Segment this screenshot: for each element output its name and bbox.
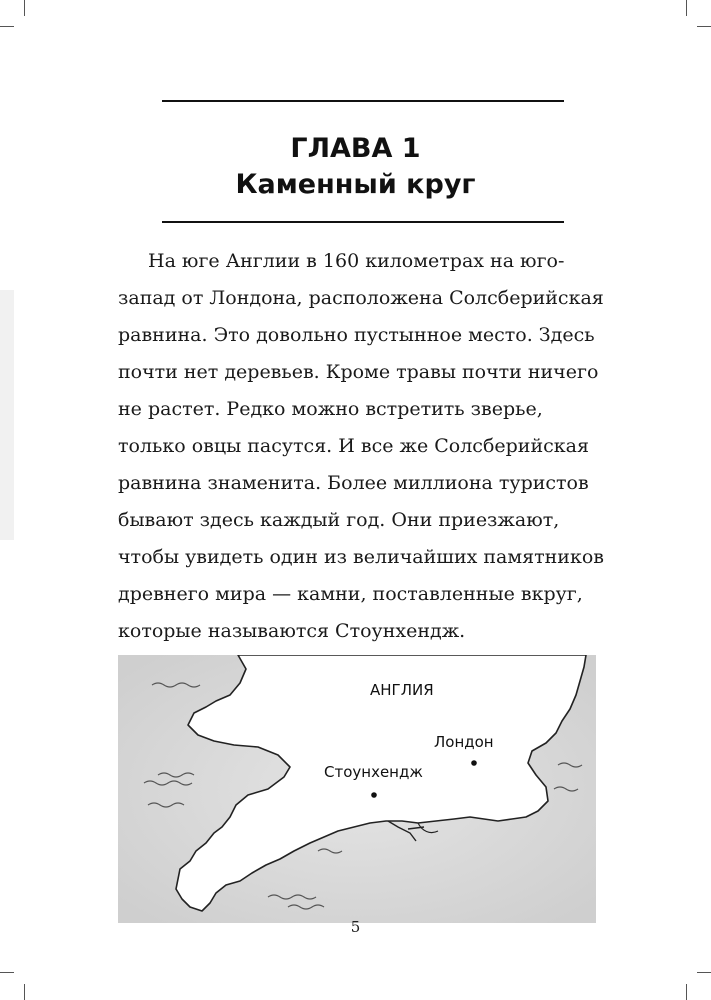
body-line: только овцы пасутся. И все же Солсберийская: [118, 435, 589, 457]
body-line: запад от Лондона, расположена Солсберийская: [118, 287, 604, 309]
body-line: древнего мира — камни, поставленные вкруг,: [118, 583, 583, 605]
crop-mark: [697, 972, 711, 973]
england-map: [118, 655, 596, 923]
page-edge-shadow: [0, 290, 14, 540]
body-line: равнина знаменита. Более миллиона туристов: [118, 472, 589, 494]
chapter-title: Каменный круг: [235, 169, 476, 200]
london-marker: [471, 760, 477, 766]
body-line: которые называются Стоунхендж.: [118, 620, 466, 642]
crop-mark: [24, 984, 25, 1000]
body-line: чтобы увидеть один из величайших памятников: [118, 546, 604, 568]
map-london-label: Лондон: [434, 733, 494, 751]
body-line: бывают здесь каждый год. Они приезжают,: [118, 509, 560, 531]
crop-mark: [697, 26, 711, 27]
page-number: 5: [350, 918, 361, 936]
bottom-rule: [162, 221, 564, 223]
top-rule: [162, 100, 564, 102]
crop-mark: [686, 984, 687, 1000]
crop-mark: [0, 26, 14, 27]
body-line: не растет. Редко можно встретить зверье,: [118, 398, 543, 420]
crop-mark: [0, 972, 14, 973]
stonehenge-marker: [371, 792, 377, 798]
body-line: На юге Англии в 160 километрах на юго-: [148, 250, 565, 272]
crop-mark: [686, 0, 687, 16]
map-stonehenge-label: Стоунхендж: [324, 763, 423, 781]
body-line: равнина. Это довольно пустынное место. Здесь: [118, 324, 595, 346]
crop-mark: [24, 0, 25, 16]
body-paragraph: [118, 243, 604, 650]
chapter-number: ГЛАВА 1: [290, 133, 421, 164]
body-line: почти нет деревьев. Кроме травы почти ничего: [118, 361, 599, 383]
map-region-label: АНГЛИЯ: [370, 681, 434, 699]
